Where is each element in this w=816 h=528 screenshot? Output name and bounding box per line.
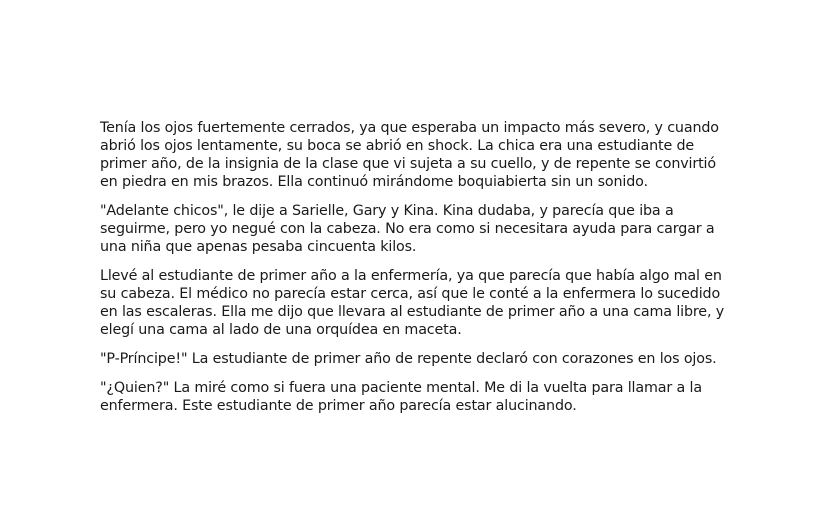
document-body bbox=[100, 119, 760, 426]
paragraph-4 bbox=[100, 350, 760, 368]
paragraph-5 bbox=[100, 379, 760, 415]
text-line: Tenía los ojos fuertemente cerrados, ya que esperaba un impacto más severo, y cuando bbox=[100, 120, 719, 136]
text-line: seguirme, pero yo negué con la cabeza. No era como si necesitara ayuda para cargar a bbox=[100, 221, 715, 237]
text-line: primer año, de la insignia de la clase que vi sujeta a su cuello, y de repente se convirtió bbox=[100, 156, 716, 172]
text-line: enfermera. Este estudiante de primer año parecía estar alucinando. bbox=[100, 398, 577, 414]
text-line: una niña que apenas pesaba cincuenta kilos. bbox=[100, 239, 417, 255]
text-line: elegí una cama al lado de una orquídea en maceta. bbox=[100, 322, 462, 338]
text-line: en las escaleras. Ella me dijo que llevara al estudiante de primer año a una cama libre, y bbox=[100, 304, 725, 320]
text-line: "¿Quien?" La miré como si fuera una paciente mental. Me di la vuelta para llamar a la bbox=[100, 380, 702, 396]
text-line: abrió los ojos lentamente, su boca se abrió en shock. La chica era una estudiante de bbox=[100, 138, 695, 154]
text-line: su cabeza. El médico no parecía estar cerca, así que le conté a la enfermera lo sucedido bbox=[100, 286, 721, 302]
paragraph-1 bbox=[100, 119, 760, 191]
paragraph-3 bbox=[100, 267, 760, 339]
text-line: "P-Príncipe!" La estudiante de primer año de repente declaró con corazones en los ojos. bbox=[100, 351, 717, 367]
text-line: en piedra en mis brazos. Ella continuó mirándome boquiabierta sin un sonido. bbox=[100, 174, 648, 190]
text-line: Llevé al estudiante de primer año a la enfermería, ya que parecía que había algo mal en bbox=[100, 268, 722, 284]
paragraph-2 bbox=[100, 202, 760, 256]
text-line: "Adelante chicos", le dije a Sarielle, Gary y Kina. Kina dudaba, y parecía que iba a bbox=[100, 203, 674, 219]
